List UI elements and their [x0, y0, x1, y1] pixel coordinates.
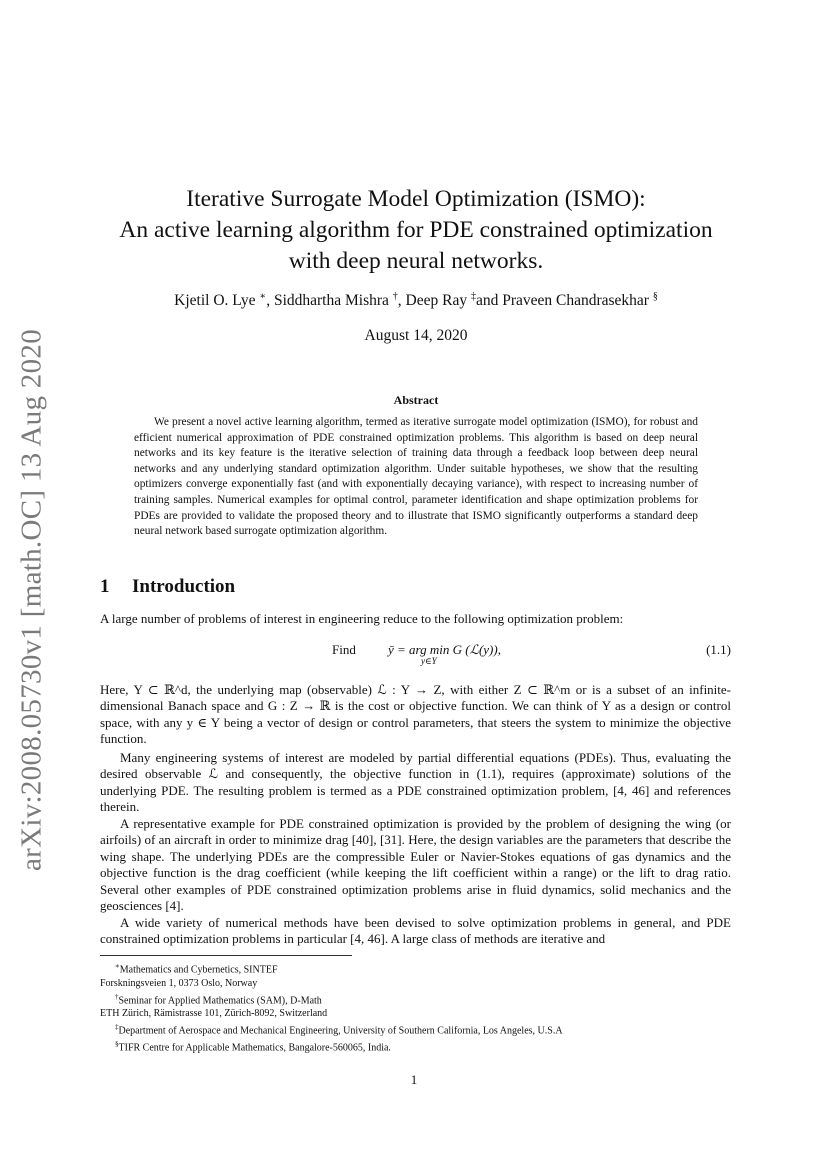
- equation-number: (1.1): [706, 642, 731, 657]
- section-number: 1: [100, 576, 110, 597]
- footnote-mark: ∗: [115, 962, 120, 970]
- author-name: , Siddhartha Mishra: [266, 292, 393, 310]
- footnote: ETH Zürich, Rämistrasse 101, Zürich-8092, Switzerland: [100, 1008, 328, 1020]
- equation-find: Find: [332, 642, 356, 657]
- author-mark: ∗: [259, 291, 267, 302]
- paragraph: A wide variety of numerical methods have been devised to solve optimization problems in general, and PDE constrained optimization problems in particular [4, 46]. A large class of methods are iterative and: [100, 915, 731, 947]
- footnote: §TIFR Centre for Applicable Mathematics, Bangalore-560065, India.: [115, 1039, 391, 1054]
- title-line: Iterative Surrogate Model Optimization (ISMO):: [186, 186, 646, 212]
- title-line: An active learning algorithm for PDE constrained optimization: [119, 217, 713, 243]
- author-mark: ‡: [470, 291, 476, 302]
- author-name: Kjetil O. Lye: [174, 292, 260, 310]
- footnote-mark: §: [115, 1039, 119, 1048]
- title-line: with deep neural networks.: [288, 248, 544, 274]
- arxiv-stamp: [8, 328, 56, 872]
- footnote: †Seminar for Applied Mathematics (SAM), D-Math: [115, 992, 322, 1006]
- footnote-rule: [100, 955, 352, 956]
- equation-subscript: y∈Y: [421, 656, 437, 666]
- author-mark: §: [652, 291, 658, 302]
- paragraph: A representative example for PDE constrained optimization is provided by the problem of designing the wing (or airfoils) of an aircraft in order to minimize drag [40], [31]. Here, the design variables are the parameters that describe the wing shape. The underlying PDEs are the compressible Euler or Navier-Stokes equations of gas dynamics and the objective function is the drag coefficient (while keeping the lift coefficient within a range) or the lift to drag ratio. Several other examples of PDE constrained optimization problems arise in fluid dynamics, solid mechanics and the geosciences [4].: [100, 816, 731, 914]
- section-heading: [100, 576, 235, 598]
- paper-date: August 14, 2020: [364, 327, 468, 344]
- paragraph: Many engineering systems of interest are modeled by partial differential equations (PDEs). Thus, evaluating the desired observable ℒ and consequently, the objective function in (1.1), requires (approximate) solutions of the underlying PDE. The resulting problem is termed as a PDE constrained optimization problem, [4, 46] and references therein.: [100, 750, 731, 815]
- equation-expression: ȳ = arg min G (ℒ(y)),: [388, 642, 501, 657]
- author-name: and Praveen Chandrasekhar: [475, 292, 653, 310]
- equation-1-1: [100, 642, 731, 672]
- abstract-heading: Abstract: [393, 393, 439, 407]
- paper-title: [96, 184, 736, 277]
- author-list: [96, 291, 736, 310]
- paragraph: A large number of problems of interest in engineering reduce to the following optimization problem:: [100, 611, 624, 626]
- footnote-mark: †: [115, 992, 119, 1001]
- section-title: Introduction: [132, 576, 236, 597]
- footnote: ‡Department of Aerospace and Mechanical Engineering, University of Southern California, Los Angeles, U.S.A: [115, 1023, 563, 1037]
- author-name: , Deep Ray: [397, 292, 471, 310]
- footnote: Forskningsveien 1, 0373 Oslo, Norway: [100, 977, 258, 989]
- page-number: 1: [410, 1072, 418, 1087]
- paragraph: Here, Y ⊂ ℝ^d, the underlying map (observable) ℒ : Y → Z, with either Z ⊂ ℝ^m or is a subset of an infinite-dimensional Banach space and G : Z → ℝ is the cost or objective function. We can think of Y as a design or control space, with any y ∈ Y being a vector of design or control parameters, that steers the system to minimize the objective function.: [100, 682, 731, 747]
- footnote: ∗Mathematics and Cybernetics, SINTEF: [115, 962, 278, 976]
- footnotes: [100, 960, 740, 1055]
- arxiv-id: arXiv:2008.05730v1 [math.OC] 13 Aug 2020: [15, 328, 48, 872]
- abstract-text: We present a novel active learning algorithm, termed as iterative surrogate model optimization (ISMO), for robust and efficient numerical approximation of PDE constrained optimization problems. This algorithm is based on deep neural networks and its key feature is the iterative selection of training data through a feedback loop between deep neural networks and any underlying standard optimization algorithm. Under suitable hypotheses, we show that the resulting optimizers converge exponentially fast (and with exponentially decaying variance), with respect to increasing number of training samples. Numerical examples for optimal control, parameter identification and shape optimization problems for PDEs are provided to validate the proposed theory and to illustrate that ISMO significantly outperforms a standard deep neural network based surrogate optimization algorithm.: [134, 416, 698, 538]
- author-mark: †: [392, 291, 398, 302]
- footnote-mark: ‡: [115, 1023, 119, 1032]
